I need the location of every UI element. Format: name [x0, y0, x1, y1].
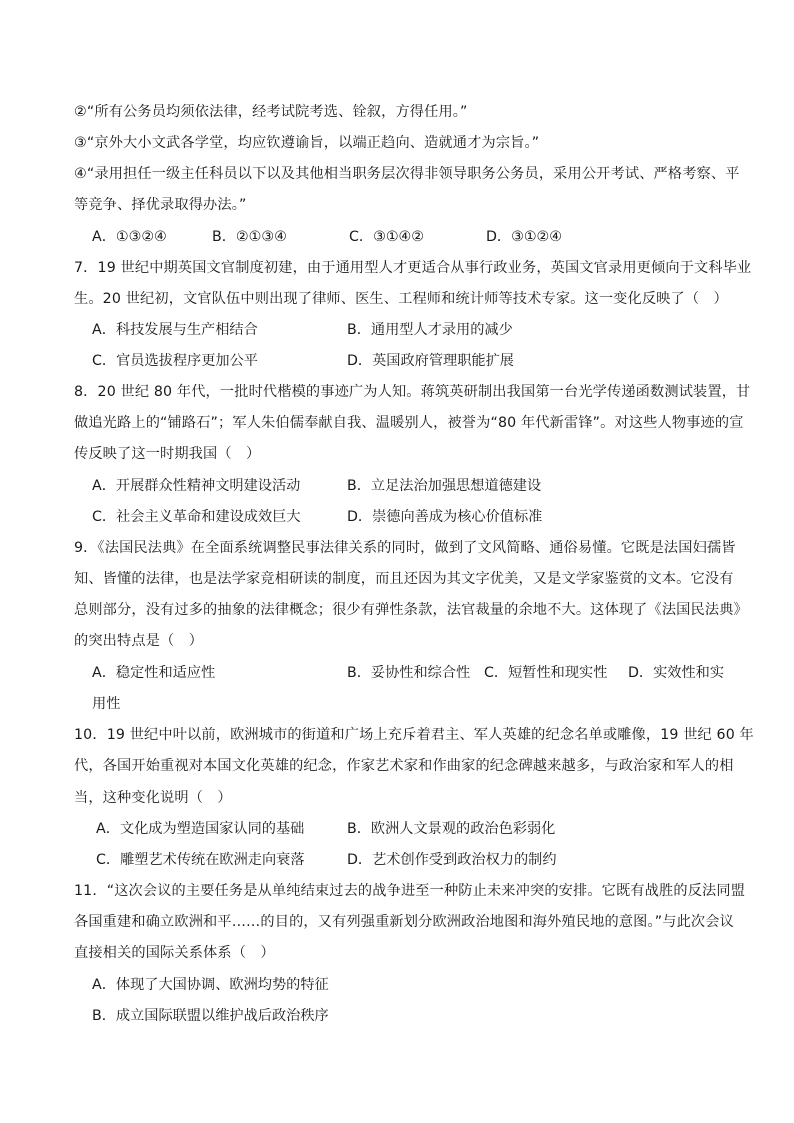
q6-option-c[interactable]: C．③①④②	[349, 229, 424, 245]
q9-option-c[interactable]: C．短暂性和现实性	[484, 665, 608, 681]
q6-statement-3: ③“京外大小文武各学堂，均应钦遵谕旨，以端正趋向、造就通才为宗旨。”	[74, 135, 540, 151]
q6-option-b[interactable]: B．②①③④	[212, 229, 287, 245]
q9-stem-line-1: 9．《法国民法典》在全面系统调整民事法律关系的同时，做到了文风简略、通俗易懂。它既是法国妇孺皆	[74, 540, 736, 556]
q10-option-d[interactable]: D．艺术创作受到政治权力的制约	[347, 852, 557, 868]
q8-stem-line-3: 传反映了这一时期我国（ ）	[74, 446, 261, 462]
q7-stem-line-2: 生。20 世纪初，文官队伍中则出现了律师、医生、工程师和统计师等技术专家。这一变化反映了（ ）	[74, 291, 728, 307]
q6-option-a[interactable]: A．①③②④	[92, 229, 167, 245]
q8-stem-line-1: 8．20 世纪 80 年代，一批时代楷模的事迹广为人知。蒋筑英研制出我国第一台光学传递函数测试装置，甘	[74, 384, 751, 400]
q10-option-b[interactable]: B．欧洲人文景观的政治色彩弱化	[347, 821, 556, 837]
q6-statement-4-cont: 等竞争、择优录取得办法。”	[74, 197, 247, 213]
q11-stem-line-3: 直接相关的国际关系体系（ ）	[74, 945, 275, 961]
q9-option-d[interactable]: D．实效性和实	[628, 665, 725, 681]
q7-option-c[interactable]: C．官员选拔程序更加公平	[92, 353, 258, 369]
q9-option-a[interactable]: A．稳定性和适应性	[92, 665, 216, 681]
q9-option-d-wrap[interactable]: 用性	[92, 696, 121, 712]
q8-stem-line-2: 做追光路上的“铺路石”；军人朱伯儒奉献自我、温暖别人，被誉为“80 年代新雷锋”。对这些人物事迹的宣	[74, 415, 744, 431]
q7-option-d[interactable]: D．英国政府管理职能扩展	[347, 353, 514, 369]
q11-stem-line-1: 11．“这次会议的主要任务是从单纯结束过去的战争进至一种防止未来冲突的安排。它既有战胜的反法同盟	[74, 883, 746, 899]
q8-option-d[interactable]: D．崇德向善成为核心价值标准	[347, 509, 543, 525]
q8-option-a[interactable]: A．开展群众性精神文明建设活动	[92, 478, 301, 494]
q9-stem-line-4: 的突出特点是（ ）	[74, 633, 204, 649]
q9-stem-line-2: 知、皆懂的法律，也是法学家竞相研读的制度，而且还因为其文字优美，又是文学家鉴赏的文本。它没有	[74, 571, 734, 587]
q11-option-a[interactable]: A．体现了大国协调、欧洲均势的特征	[92, 977, 329, 993]
q10-option-c[interactable]: C．雕塑艺术传统在欧洲走向衰落	[96, 852, 305, 868]
q9-option-b[interactable]: B．妥协性和综合性	[347, 665, 471, 681]
q6-option-d[interactable]: D．③①②④	[486, 229, 562, 245]
q6-statement-2: ②“所有公务员均须依法律，经考试院考选、铨叙，方得任用。”	[74, 104, 468, 120]
q11-option-b[interactable]: B．成立国际联盟以维护战后政治秩序	[92, 1008, 329, 1024]
q7-option-b[interactable]: B．通用型人才录用的减少	[347, 322, 513, 338]
q10-option-a[interactable]: A．文化成为塑造国家认同的基础	[96, 821, 305, 837]
q10-stem-line-3: 当，这种变化说明（ ）	[74, 790, 232, 806]
q10-stem-line-1: 10．19 世纪中叶以前，欧洲城市的街道和广场上充斥着君主、军人英雄的纪念名单或雕像，19 世纪 60 年	[74, 727, 754, 743]
q11-stem-line-2: 各国重建和确立欧洲和平……的目的，又有列强重新划分欧洲政治地图和海外殖民地的意图。”与此次会议	[74, 914, 734, 930]
q6-statement-4: ④“录用担任一级主任科员以下以及其他相当职务层次得非领导职务公务员，采用公开考试、严格考察、平	[74, 166, 740, 182]
q7-option-a[interactable]: A．科技发展与生产相结合	[92, 322, 258, 338]
q8-option-b[interactable]: B．立足法治加强思想道德建设	[347, 478, 542, 494]
q7-stem-line-1: 7．19 世纪中期英国文官制度初建，由于通用型人才更适合从事行政业务，英国文官录用更倾向于文科毕业	[74, 260, 752, 276]
q10-stem-line-2: 代，各国开始重视对本国文化英雄的纪念，作家艺术家和作曲家的纪念碑越来越多，与政治家和军人的相	[74, 758, 734, 774]
q9-stem-line-3: 总则部分，没有过多的抽象的法律概念；很少有弹性条款，法官裁量的余地不大。这体现了《法国民法典》	[74, 602, 748, 618]
q8-option-c[interactable]: C．社会主义革命和建设成效巨大	[92, 509, 301, 525]
